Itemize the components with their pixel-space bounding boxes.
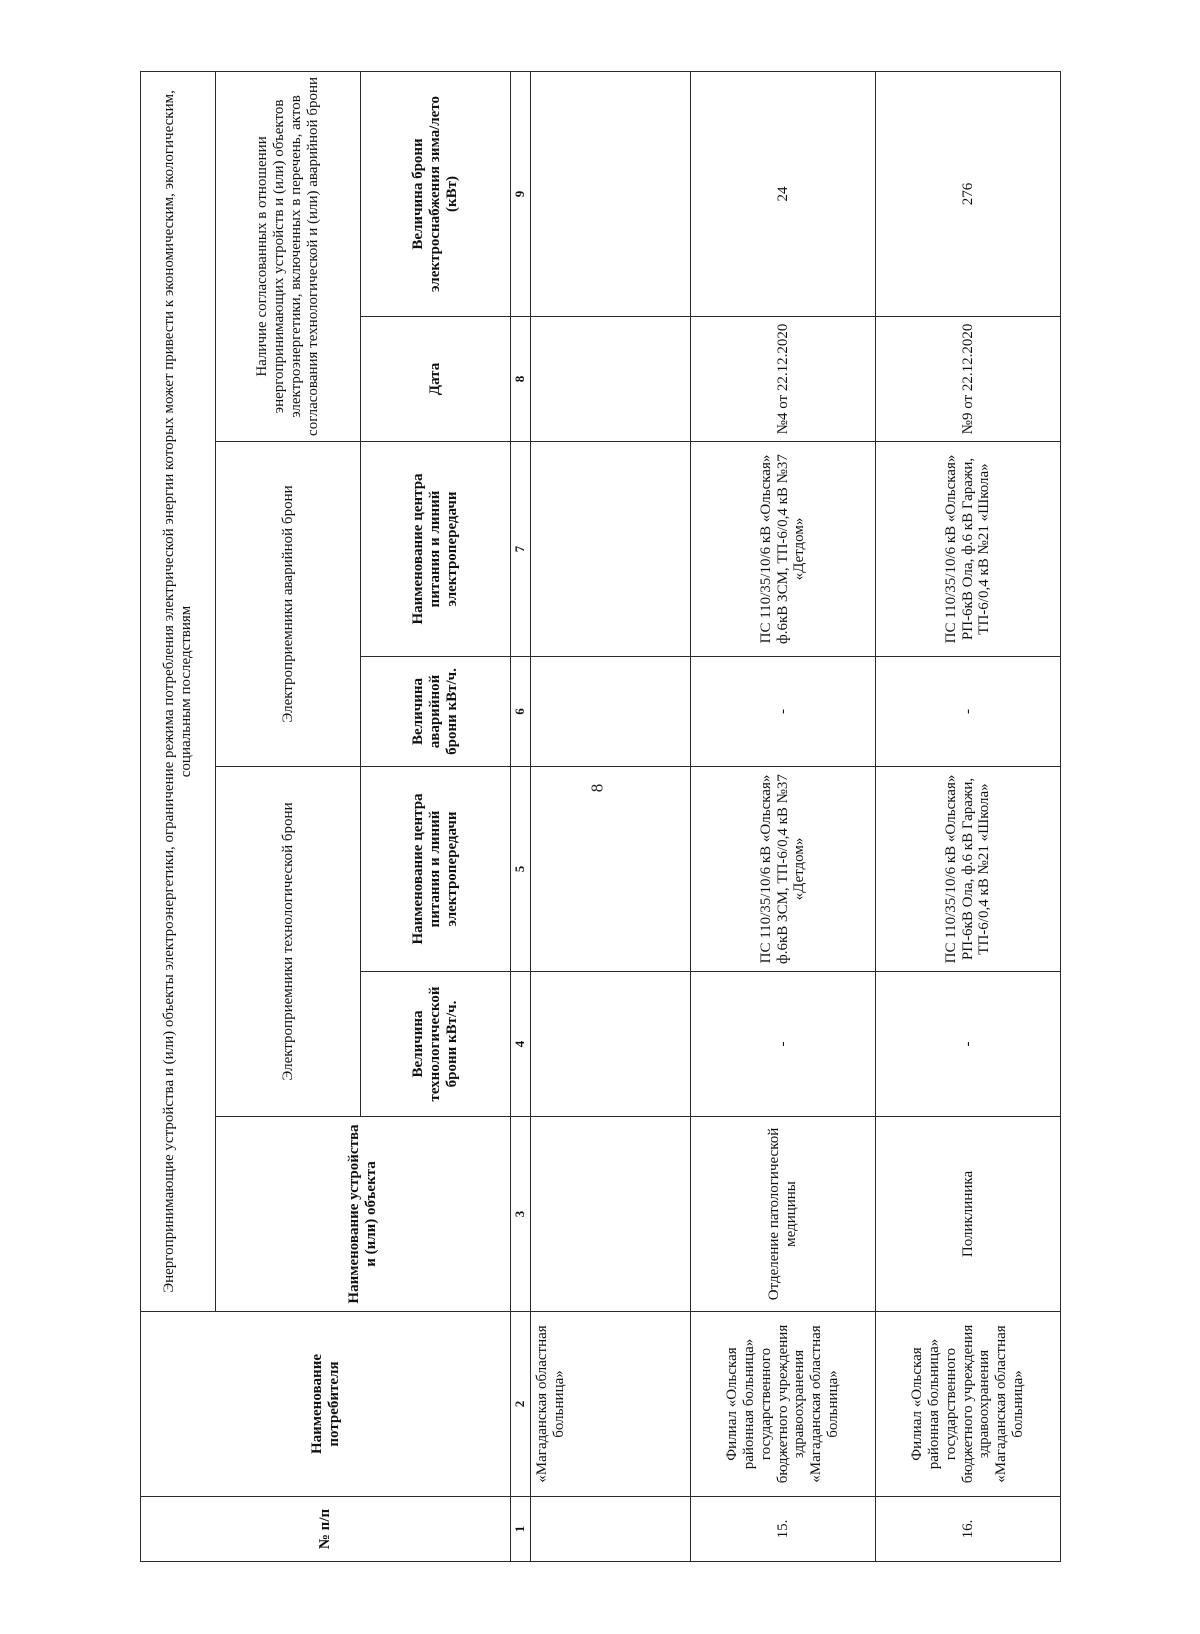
header-emerg-group: Электроприемники аварийной брони: [216, 442, 361, 767]
cell-device: [531, 1117, 691, 1312]
cell-no: [531, 1497, 691, 1562]
col-number: 6: [511, 657, 531, 767]
cell-no: 15.: [691, 1497, 876, 1562]
cell-emerg-center: ПС 110/35/10/6 кВ «Ольская» ф.6кВ ЗСМ, ТП-6/0,4 кВ №37 «Детдом»: [691, 442, 876, 657]
cell-act-value: 276: [876, 71, 1061, 316]
cell-tech-center: [531, 767, 691, 972]
rotated-page: [140, 72, 1060, 1562]
header-no: № п/п: [141, 1497, 511, 1562]
header-acts-group: Наличие согласованных в отношении энергопринимающих устройств и (или) объектов электроэнергетики, включенных в перечень, актов согласования технологической и (или) аварийной брони: [216, 71, 361, 441]
cell-act-date: №4 от 22.12.2020: [691, 317, 876, 442]
cell-tech-value: -: [876, 972, 1061, 1117]
col-number: 7: [511, 442, 531, 657]
table-row: [876, 71, 1061, 1561]
header-tech-group: Электроприемники технологической брони: [216, 767, 361, 1117]
header-emerg-value: Величина аварийной брони кВт/ч.: [361, 657, 511, 767]
header-tech-center: Наименование центра питания и линий электропередачи: [361, 767, 511, 972]
col-number: 3: [511, 1117, 531, 1312]
col-number: 5: [511, 767, 531, 972]
header-title: Энергопринимающие устройства и (или) объекты электроэнергетики, ограничение режима потребления электрической энергии которых может привести к экономическим, экологическим, социальным последствиям: [141, 71, 216, 1311]
col-number: 4: [511, 972, 531, 1117]
cell-act-date: №9 от 22.12.2020: [876, 317, 1061, 442]
header-tech-value: Величина технологической брони кВт/ч.: [361, 972, 511, 1117]
header-device: Наименование устройства и (или) объекта: [216, 1117, 511, 1312]
cell-consumer: Филиал «Ольская районная больница» государственного бюджетного учреждения здравоохранения «Магаданская областная больница»: [876, 1312, 1061, 1497]
cell-emerg-center: ПС 110/35/10/6 кВ «Ольская» РП-6кВ Ола, ф.6 кВ Гаражи, ТП-6/0,4 кВ №21 «Школа»: [876, 442, 1061, 657]
cell-tech-value: [531, 972, 691, 1117]
header-act-value: Величина брони электроснабжения зима/лето (кВт): [361, 71, 511, 316]
header-act-date: Дата: [361, 317, 511, 442]
cell-emerg-value: [531, 657, 691, 767]
cell-no: 16.: [876, 1497, 1061, 1562]
cell-tech-center: ПС 110/35/10/6 кВ «Ольская» РП-6кВ Ола, ф.6 кВ Гаражи, ТП-6/0,4 кВ №21 «Школа»: [876, 767, 1061, 972]
cell-act-date: [531, 317, 691, 442]
cell-act-value: 24: [691, 71, 876, 316]
cell-tech-center: ПС 110/35/10/6 кВ «Ольская» ф.6кВ ЗСМ, ТП-6/0,4 кВ №37 «Детдом»: [691, 767, 876, 972]
cell-emerg-value: -: [876, 657, 1061, 767]
col-number: 9: [511, 71, 531, 316]
cell-consumer: Филиал «Ольская районная больница» государственного бюджетного учреждения здравоохранения «Магаданская областная больница»: [691, 1312, 876, 1497]
header-emerg-center: Наименование центра питания и линий электропередачи: [361, 442, 511, 657]
col-number: 1: [511, 1497, 531, 1562]
table-row: [531, 71, 691, 1561]
reserve-table: [140, 71, 1061, 1562]
page-number: 8: [587, 783, 607, 793]
cell-act-value: [531, 71, 691, 316]
col-number: 2: [511, 1312, 531, 1497]
cell-device: Поликлиника: [876, 1117, 1061, 1312]
header-consumer: Наименование потребителя: [141, 1312, 511, 1497]
cell-emerg-value: -: [691, 657, 876, 767]
cell-tech-value: -: [691, 972, 876, 1117]
cell-consumer: «Магаданская областная больница»: [531, 1312, 691, 1497]
cell-emerg-center: [531, 442, 691, 657]
cell-device: Отделение патологической медицины: [691, 1117, 876, 1312]
table-row: [691, 71, 876, 1561]
col-number: 8: [511, 317, 531, 442]
